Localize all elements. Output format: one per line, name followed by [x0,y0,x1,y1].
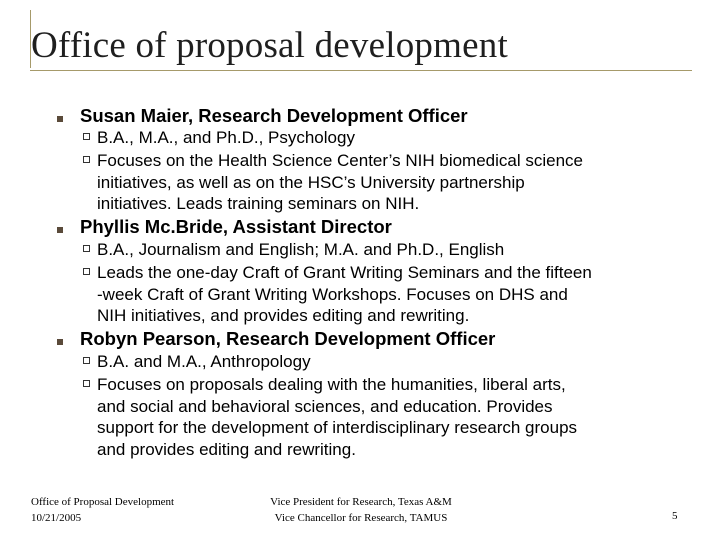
footer-affiliation-line-2: Vice Chancellor for Research, TAMUS [274,512,448,524]
level2-bullet-icon [83,133,90,140]
staff-name-3: Robyn Pearson, Research Development Officer [80,328,496,349]
footer-date: 10/21/2005 [31,512,82,524]
title-rule-horizontal [30,70,692,71]
footer-affiliation-line-1: Vice President for Research, Texas A&M [270,496,452,508]
staff-1-detail-2: Focuses on the Health Science Center’s NIH biomedical science initiatives, as well as on the HSC’s University partnership initiatives. Leads training seminars on NIH. [97,151,584,213]
staff-name-1: Susan Maier, Research Development Officer [80,105,468,126]
page-number: 5 [672,510,678,522]
staff-3-detail-2: Focuses on proposals dealing with the humanities, liberal arts, and social and behavioral sciences, and education. Provides support for the development of interdisciplinary research groups and provides editing and rewriting. [97,375,578,459]
level1-bullet-icon [57,339,63,345]
level2-bullet-icon [83,380,90,387]
staff-2-detail-2: Leads the one-day Craft of Grant Writing Seminars and the fifteen -week Craft of Grant Writing Workshops. Focuses on DHS and NIH initiatives, and provides editing and rewriting. [97,263,592,325]
level1-bullet-icon [57,116,63,122]
staff-1-detail-1: B.A., M.A., and Ph.D., Psychology [97,128,355,147]
footer-office-name: Office of Proposal Development [31,496,175,508]
staff-3-detail-1: B.A. and M.A., Anthropology [97,352,311,371]
slide-title: Office of proposal development [31,25,508,66]
level2-bullet-icon [83,357,90,364]
staff-name-2: Phyllis Mc.Bride, Assistant Director [80,216,392,237]
footer-affiliation [266,494,456,526]
level1-bullet-icon [57,227,63,233]
level2-bullet-icon [83,156,90,163]
level2-bullet-icon [83,245,90,252]
footer-office [31,494,174,526]
staff-2-detail-1: B.A., Journalism and English; M.A. and Ph.D., English [97,240,505,259]
level2-bullet-icon [83,268,90,275]
